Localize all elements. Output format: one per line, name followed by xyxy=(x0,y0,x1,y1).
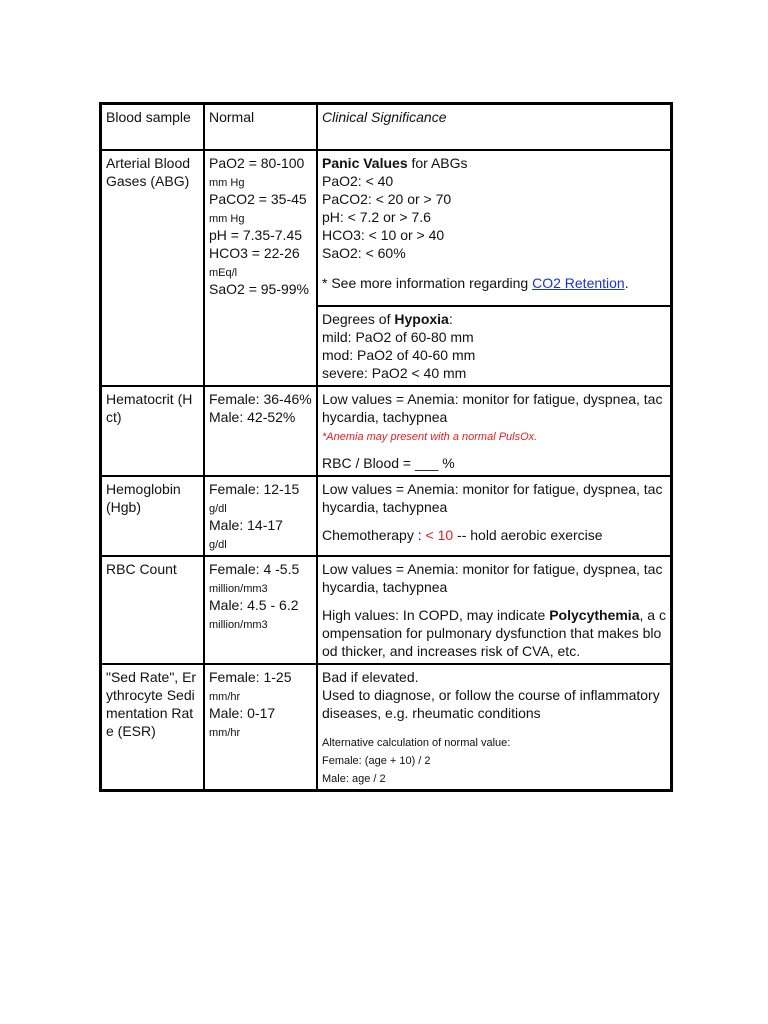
abg-hypoxia: Degrees of Hypoxia: mild: PaO2 of 60-80 mm mod: PaO2 of 40-60 mm severe: PaO2 < 40 mm xyxy=(317,306,671,386)
table-row-abg xyxy=(101,150,671,306)
rbc-significance: Low values = Anemia: monitor for fatigue, dyspnea, tachycardia, tachypnea High values: In COPD, may indicate Polycythemia, a compensation for pulmonary dysfunction that makes blood thicker, and increases risk of CVA, etc. xyxy=(317,556,671,664)
hct-significance: Low values = Anemia: monitor for fatigue, dyspnea, tachycardia, tachypnea *Anemia may present with a normal PulsOx. RBC / Blood = ___ % xyxy=(317,386,671,476)
anemia-note: *Anemia may present with a normal PulsOx. xyxy=(322,431,538,443)
esr-normal: Female: 1-25 mm/hr Male: 0-17 mm/hr xyxy=(204,664,317,790)
table-row-rbc xyxy=(101,556,671,664)
hgb-normal: Female: 12-15 g/dl Male: 14-17 g/dl xyxy=(204,476,317,556)
rbc-sample: RBC Count xyxy=(101,556,204,664)
blood-values-table xyxy=(99,102,673,792)
esr-sample: "Sed Rate", Erythrocyte Sedimentation Rate (ESR) xyxy=(101,664,204,790)
table-row-hgb xyxy=(101,476,671,556)
co2-retention-link[interactable]: CO2 Retention xyxy=(532,275,625,291)
abg-sample: Arterial Blood Gases (ABG) xyxy=(101,150,204,386)
hct-sample: Hematocrit (Hct) xyxy=(101,386,204,476)
hgb-significance: Low values = Anemia: monitor for fatigue, dyspnea, tachycardia, tachypnea Chemotherapy : < 10 -- hold aerobic exercise xyxy=(317,476,671,556)
hct-normal: Female: 36-46% Male: 42-52% xyxy=(204,386,317,476)
hgb-sample: Hemoglobin (Hgb) xyxy=(101,476,204,556)
header-clinical-significance: Clinical Significance xyxy=(317,104,671,150)
table-row-esr xyxy=(101,664,671,790)
blood-values-sheet xyxy=(99,102,669,792)
esr-significance: Bad if elevated. Used to diagnose, or follow the course of inflammatory diseases, e.g. rheumatic conditions Alternative calculation of normal value: Female: (age + 10) / 2 Male: age / 2 xyxy=(317,664,671,790)
header-normal: Normal xyxy=(204,104,317,150)
header-blood-sample: Blood sample xyxy=(101,104,204,150)
table-row-hct xyxy=(101,386,671,476)
abg-panic-values: Panic Values for ABGs PaO2: < 40 PaCO2: < 20 or > 70 pH: < 7.2 or > 7.6 HCO3: < 10 or > 40 SaO2: < 60% * See more information regarding CO2 Retention. xyxy=(317,150,671,306)
header-row xyxy=(101,104,671,150)
abg-normal: PaO2 = 80-100 mm Hg PaCO2 = 35-45 mm Hg pH = 7.35-7.45 HCO3 = 22-26 mEq/l SaO2 = 95-99% xyxy=(204,150,317,386)
rbc-normal: Female: 4 -5.5 million/mm3 Male: 4.5 - 6.2 million/mm3 xyxy=(204,556,317,664)
